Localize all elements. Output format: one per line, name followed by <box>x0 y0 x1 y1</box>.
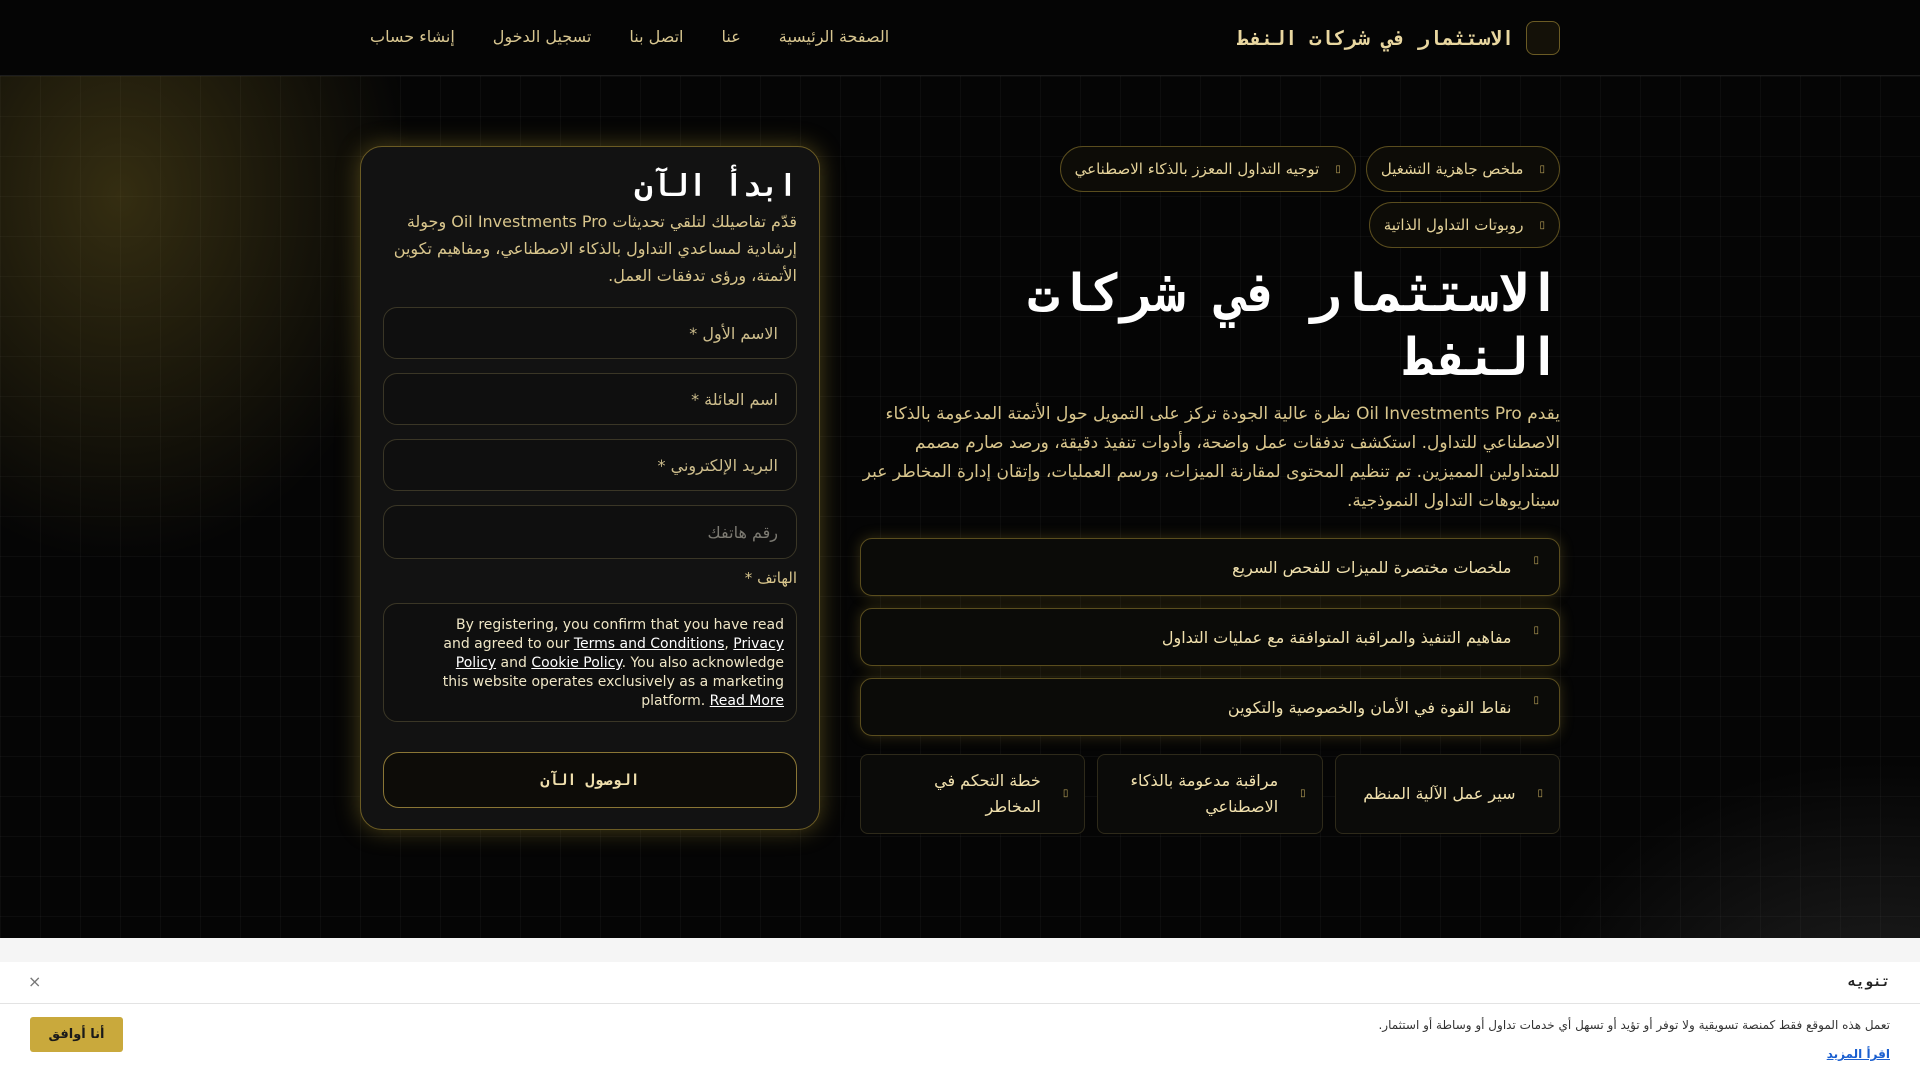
feature-label: مفاهيم التنفيذ والمراقبة المتوافقة مع عمليات التداول <box>1161 627 1512 647</box>
consent-part1: By registering, you confirm that you have read and agreed to our <box>443 617 784 652</box>
phone-label: الهاتف * <box>744 569 797 587</box>
feature-cards <box>860 754 1560 834</box>
nav-home[interactable]: الصفحة الرئيسية <box>778 27 890 46</box>
submit-button[interactable]: الوصول الآن <box>383 752 797 808</box>
pill-operational-readiness[interactable] <box>1366 146 1560 192</box>
privacy-link[interactable]: Privacy Policy <box>455 636 784 671</box>
consent-part2: . You also acknowledge this website operates exclusively as a marketing platform. <box>442 655 784 709</box>
feature-item[interactable] <box>860 678 1560 736</box>
notice-text: تعمل هذه الموقع فقط كمنصة تسويقية ولا توفر أو تؤيد أو تسهل أي خدمات تداول أو وساطة أو استثمار. <box>1378 1018 1890 1032</box>
square-icon: ▯ <box>1537 788 1543 799</box>
nav-about[interactable]: عنا <box>721 27 741 46</box>
card-risk-control[interactable] <box>860 754 1085 834</box>
disclaimer-banner <box>0 962 1920 1080</box>
nav-signup[interactable]: إنشاء حساب <box>370 27 455 46</box>
consent-text <box>383 603 797 722</box>
form-title: ابدأ الآن <box>634 169 797 204</box>
pill-label: روبوتات التداول الذاتية <box>1383 216 1524 234</box>
square-icon: ▯ <box>1062 788 1069 799</box>
agree-button[interactable]: أنا أوافق <box>30 1017 123 1052</box>
notice-title: تنويه <box>1847 974 1890 990</box>
main-nav <box>370 27 889 46</box>
square-icon: ▯ <box>1539 163 1545 175</box>
hero-pills <box>860 146 1560 248</box>
first-name-field[interactable]: الاسم الأول * <box>383 307 797 359</box>
square-icon: ▯ <box>1335 163 1341 175</box>
brand-logo-icon <box>1526 21 1560 55</box>
nav-login[interactable]: تسجيل الدخول <box>492 27 592 46</box>
square-icon: ▯ <box>1539 219 1545 231</box>
card-workflow[interactable] <box>1335 754 1560 834</box>
form-description: قدّم تفاصيلك لتلقي تحديثات Oil Investments Pro وجولة إرشادية لمساعدي التداول بالذكاء الاصطناعي، ومفاهيم تكوين الأتمتة، ورؤى تدفقات العمل. <box>393 212 797 285</box>
notice-read-more-link[interactable]: اقرأ المزيد <box>1826 1047 1890 1061</box>
square-icon: ▯ <box>1533 555 1539 566</box>
square-icon: ▯ <box>1533 695 1539 706</box>
consent-and: and <box>496 655 532 671</box>
pill-label: توجيه التداول المعزز بالذكاء الاصطناعي <box>1074 160 1320 178</box>
phone-field[interactable]: رقم هاتفك <box>383 505 797 559</box>
feature-list <box>860 538 1560 736</box>
top-header <box>0 0 1920 76</box>
feature-label: نقاط القوة في الأمان والخصوصية والتكوين <box>1227 697 1512 717</box>
consent-sep: , <box>724 636 734 652</box>
pill-trading-bots[interactable] <box>1369 202 1560 248</box>
card-label: سير عمل الآلية المنظم <box>1363 784 1516 803</box>
feature-item[interactable] <box>860 538 1560 596</box>
hero-description: يقدم Oil Investments Pro نظرة عالية الجودة تركز على التمويل حول الأتمتة المدعومة بالذكاء الاصطناعي للتداول. استكشف تدفقات عمل واضحة، وأدوات تنفيذ دقيقة، ورصد صارم مصمم للمتداولين المميزين. تم تنظيم المحتوى لمقارنة الميزات، ورسم العمليات، وإتقان إدارة المخاطر عبر سيناريوهات التداول النموذجية. <box>862 404 1560 511</box>
pill-ai-guidance[interactable] <box>1060 146 1356 192</box>
hero-section <box>860 146 1560 834</box>
close-icon[interactable]: × <box>28 972 42 991</box>
card-label: خطة التحكم في المخاطر <box>934 771 1041 816</box>
terms-link[interactable]: Terms and Conditions <box>573 636 725 652</box>
feature-item[interactable] <box>860 608 1560 666</box>
cookie-link[interactable]: Cookie Policy <box>531 655 622 671</box>
card-ai-monitoring[interactable] <box>1097 754 1322 834</box>
nav-contact[interactable]: اتصل بنا <box>629 27 684 46</box>
pill-label: ملخص جاهزية التشغيل <box>1380 160 1524 178</box>
signup-form <box>360 146 820 830</box>
feature-label: ملخصات مختصرة للميزات للفحص السريع <box>1232 557 1512 577</box>
brand-title: الاستثمار في شركات النفط <box>1237 26 1514 50</box>
read-more-link[interactable]: Read More <box>709 693 784 709</box>
hero-title: الاستثمار في شركات النفط <box>1027 264 1560 388</box>
square-icon: ▯ <box>1533 625 1539 636</box>
brand[interactable] <box>1237 20 1560 56</box>
last-name-field[interactable]: اسم العائلة * <box>383 373 797 425</box>
notice-header <box>0 962 1920 1004</box>
card-label: مراقبة مدعومة بالذكاء الاصطناعي <box>1130 771 1279 816</box>
email-field[interactable]: البريد الإلكتروني * <box>383 439 797 491</box>
notice-spacer <box>0 938 1920 962</box>
square-icon: ▯ <box>1300 788 1306 799</box>
